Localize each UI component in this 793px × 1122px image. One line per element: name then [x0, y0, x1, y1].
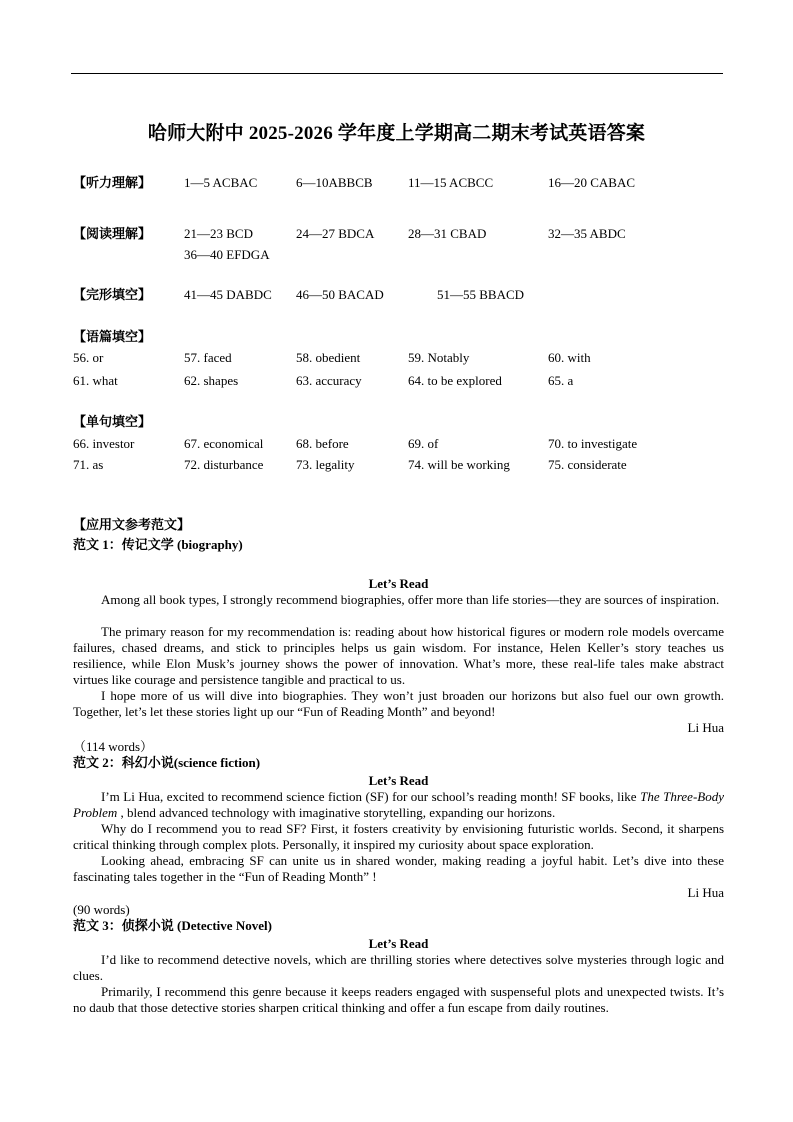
answer-item: 74. will be working [408, 457, 510, 472]
sample2-signature: Li Hua [687, 885, 724, 900]
sample1-signature: Li Hua [687, 720, 724, 735]
listening-label: 【听力理解】 [73, 175, 152, 190]
sample1-title: Let’s Read [368, 576, 429, 591]
sample3-paragraph: I’d like to recommend detective novels, which are thrilling stories where detectives solve mysteries through logic and clues. [73, 952, 724, 983]
reading-label: 【阅读理解】 [73, 226, 152, 241]
answer-item: 69. of [408, 436, 439, 451]
header-rule [71, 73, 723, 74]
writing-label: 【应用文参考范文】 [73, 517, 191, 532]
answer-range: 36—40 EFDGA [184, 247, 270, 262]
sample3-paragraph: Primarily, I recommend this genre because it keeps readers engaged with suspenseful plots and unexpected twists. It’s no daub that those detective stories sharpen critical thinking and offer a fun escape from daily routines. [73, 984, 724, 1015]
sample2-paragraph [73, 789, 724, 821]
sample2-paragraph: Why do I recommend you to read SF? First, it fosters creativity by envisioning futuristic worlds. Second, it sharpens critical thinking through complex plots. Personally, it inspired my curiosity about space exploration. [73, 821, 724, 852]
answer-range: 21—23 BCD [184, 226, 253, 241]
answer-item: 73. legality [296, 457, 355, 472]
cloze-label: 【完形填空】 [73, 287, 152, 302]
answer-item: 62. shapes [184, 373, 239, 388]
answer-range: 28—31 CBAD [408, 226, 487, 241]
answer-item: 71. as [73, 457, 104, 472]
book-title: The Three-Body Problem [73, 789, 724, 820]
answer-range: 32—35 ABDC [548, 226, 626, 241]
page-title: 哈师大附中 2025-2026 学年度上学期高二期末考试英语答案 [147, 123, 646, 144]
answer-range: 11—15 ACBCC [408, 175, 494, 190]
sentence-fill-label: 【单句填空】 [73, 414, 152, 429]
answer-range: 46—50 BACAD [296, 287, 384, 302]
sample3-title: Let’s Read [368, 936, 429, 951]
sample1-paragraph: I hope more of us will dive into biographies. They won’t just broaden our horizons but also fuel our own growth. Together, let’s let these stories light up our “Fun of Reading Month” and beyond! [73, 688, 724, 719]
answer-range: 6—10ABBCB [296, 175, 373, 190]
answer-item: 66. investor [73, 436, 135, 451]
answer-item: 57. faced [184, 350, 232, 365]
answer-range: 16—20 CABAC [548, 175, 636, 190]
sample1-heading: 范文 1：传记文学 (biography) [73, 537, 243, 552]
answer-item: 60. with [548, 350, 591, 365]
answer-item: 64. to be explored [408, 373, 502, 388]
answer-item: 70. to investigate [548, 436, 638, 451]
answer-item: 65. a [548, 373, 574, 388]
answer-item: 58. obedient [296, 350, 361, 365]
answer-range: 51—55 BBACD [437, 287, 525, 302]
sample2-text: I’m Li Hua, excited to recommend science fiction (SF) for our school’s reading month! SF books, like [101, 789, 641, 804]
sample3-heading: 范文 3：侦探小说 (Detective Novel) [73, 918, 272, 933]
sample1-paragraph: The primary reason for my recommendation is: reading about how historical figures or modern role models overcame failures, chased dreams, and stick to principles helps us gain wisdom. For instance, Helen Keller’s story teaches us resilience, while Elon Musk’s journey shows the power of innovation. What’s more, these real-life tales make abstract virtues like courage and persistence tangible and practical to us. [73, 624, 724, 687]
answer-range: 24—27 BDCA [296, 226, 375, 241]
answer-item: 63. accuracy [296, 373, 362, 388]
answer-item: 75. considerate [548, 457, 627, 472]
answer-item: 61. what [73, 373, 118, 388]
sample1-word-count: （114 words） [73, 739, 154, 754]
answer-item: 67. economical [184, 436, 264, 451]
grammar-fill-label: 【语篇填空】 [73, 329, 152, 344]
sample2-title: Let’s Read [368, 773, 429, 788]
answer-item: 59. Notably [408, 350, 470, 365]
answer-item: 56. or [73, 350, 104, 365]
sample1-paragraph: Among all book types, I strongly recommend biographies, offer more than life stories—they are sources of inspiration. [101, 592, 720, 607]
sample2-paragraph: Looking ahead, embracing SF can unite us in shared wonder, making reading a joyful habit. Let’s dive into these fascinating tales together in the “Fun of Reading Month” ! [73, 853, 724, 884]
answer-range: 41—45 DABDC [184, 287, 272, 302]
sample2-text: , blend advanced technology with imaginative storytelling, expanding our horizons. [117, 805, 556, 820]
sample2-word-count: (90 words) [73, 902, 130, 917]
sample2-heading: 范文 2：科幻小说(science fiction) [73, 755, 261, 770]
answer-range: 1—5 ACBAC [184, 175, 258, 190]
answer-item: 68. before [296, 436, 349, 451]
answer-item: 72. disturbance [184, 457, 264, 472]
